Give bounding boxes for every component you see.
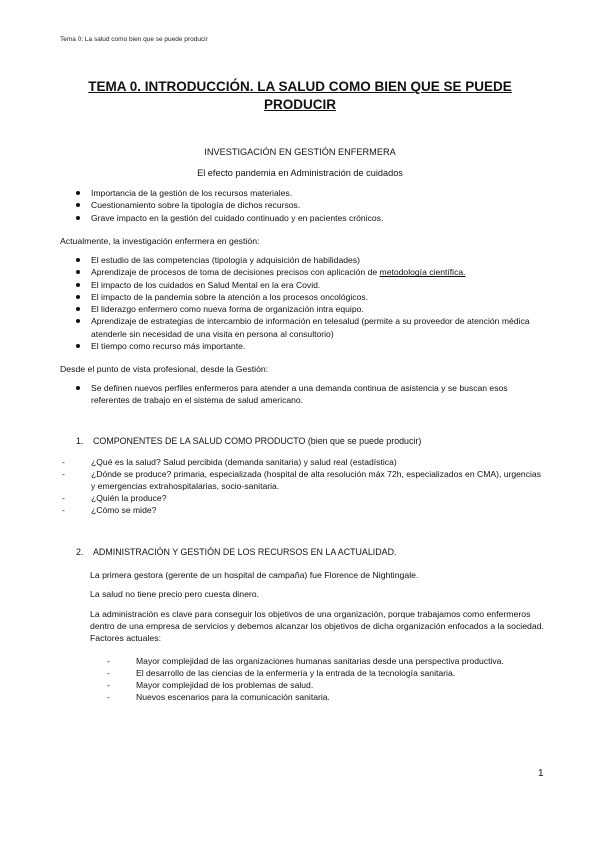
section-1-heading bbox=[76, 436, 421, 446]
bullet-icon bbox=[76, 283, 80, 287]
para-salud-precio: La salud no tiene precio pero cuesta dinero. bbox=[90, 589, 260, 599]
bullet-icon bbox=[76, 295, 80, 299]
page-title: TEMA 0. INTRODUCCIÓN. LA SALUD COMO BIEN QUE SE PUEDE PRODUCIR bbox=[88, 79, 512, 112]
list-item: El liderazgo enfermero como nueva forma de organización intra equipo. bbox=[76, 303, 546, 315]
bullet-icon bbox=[76, 216, 80, 220]
section-title: ADMINISTRACIÓN Y GESTIÓN DE LOS RECURSOS EN LA ACTUALIDAD. bbox=[93, 547, 397, 557]
bullet-icon bbox=[76, 307, 80, 311]
pandemic-effects-list bbox=[76, 187, 556, 224]
para-actualmente: Actualmente, la investigación enfermera en gestión: bbox=[60, 236, 260, 246]
list-item: El estudio de las competencias (tipología y adquisición de habilidades) bbox=[76, 254, 546, 266]
list-item: Cuestionamiento sobre la tipología de dichos recursos. bbox=[76, 199, 556, 211]
list-item: Aprendizaje de estrategias de intercambio de información en telesalud (permite a su proveedor de atención médica atenderle sin necesidad de una visita en persona al consultorio) bbox=[76, 315, 546, 340]
research-topics-list bbox=[76, 254, 546, 352]
list-item: - Nuevos escenarios para la comunicación sanitaria. bbox=[107, 691, 330, 702]
section-number: 2. bbox=[76, 547, 84, 557]
list-item: Grave impacto en la gestión del cuidado continuado y en pacientes crónicos. bbox=[76, 212, 556, 224]
subtitle-pandemic: El efecto pandemia en Administración de cuidados bbox=[197, 168, 403, 178]
para-florence: La primera gestora (gerente de un hospital de campaña) fue Florence de Nightingale. bbox=[90, 570, 419, 580]
list-item: - Mayor complejidad de los problemas de salud. bbox=[107, 679, 314, 690]
factors-list bbox=[107, 656, 547, 704]
bullet-icon bbox=[76, 203, 80, 207]
bullet-icon bbox=[76, 319, 80, 323]
list-item: El impacto de los cuidados en Salud Mental en la era Covid. bbox=[76, 279, 546, 291]
para-gestion: Desde el punto de vista profesional, desde la Gestión: bbox=[60, 364, 269, 374]
list-item: - El desarrollo de las ciencias de la enfermería y la entrada de la tecnología sanitaria. bbox=[107, 667, 456, 678]
list-item: - ¿Dónde se produce? primaria, especializada (hospital de alta resolución máx 72h, especializados en CMA), urgencias y emergencias extrahospitalarias, socio-sanitaria. bbox=[62, 468, 541, 491]
section-2-heading bbox=[76, 547, 396, 557]
para-administracion: La administración es clave para conseguir los objetivos de una organización, porque trabajamos como enfermeros dentro de una empresa de servicios y debemos alcanzar los objetivos de dicha organización enfocados a la sociedad. Factores actuales: bbox=[90, 609, 544, 643]
section-title: COMPONENTES DE LA SALUD COMO PRODUCTO (bien que se puede producir) bbox=[93, 436, 422, 446]
list-item: - ¿Quién la produce? bbox=[62, 492, 167, 503]
page-number: 1 bbox=[538, 768, 544, 779]
gestion-list bbox=[76, 382, 541, 407]
list-item: Se definen nuevos perfiles enfermeros para atender a una demanda continua de asistencia y se buscan esos referentes de trabajo en el sistema de salud americano. bbox=[76, 382, 541, 407]
bullet-icon bbox=[76, 386, 80, 390]
list-item: - Mayor complejidad de las organizaciones humanas sanitarias desde una perspectiva productiva. bbox=[107, 656, 504, 666]
list-item: Importancia de la gestión de los recursos materiales. bbox=[76, 187, 556, 199]
bullet-icon bbox=[76, 270, 80, 274]
bullet-icon bbox=[76, 191, 80, 195]
bullet-icon bbox=[76, 258, 80, 262]
section-1-list bbox=[62, 457, 544, 517]
metodologia-link[interactable]: metodología científica. bbox=[379, 267, 466, 278]
list-item: - ¿Cómo se mide? bbox=[62, 504, 157, 515]
list-item: El impacto de la pandemia sobre la atención a los procesos oncológicos. bbox=[76, 291, 546, 303]
bullet-icon bbox=[76, 344, 80, 348]
list-item: - ¿Qué es la salud? Salud percibida (demanda sanitaria) y salud real (estadística) bbox=[62, 457, 397, 467]
list-item: El tiempo como recurso más importante. bbox=[76, 340, 546, 352]
subtitle-research: INVESTIGACIÓN EN GESTIÓN ENFERMERA bbox=[204, 147, 396, 157]
section-number: 1. bbox=[76, 436, 84, 446]
running-header: Tema 0: La salud como bien que se puede producir bbox=[60, 36, 208, 43]
list-item: Aprendizaje de procesos de toma de decisiones precisos con aplicación de metodología científica. bbox=[76, 266, 546, 278]
